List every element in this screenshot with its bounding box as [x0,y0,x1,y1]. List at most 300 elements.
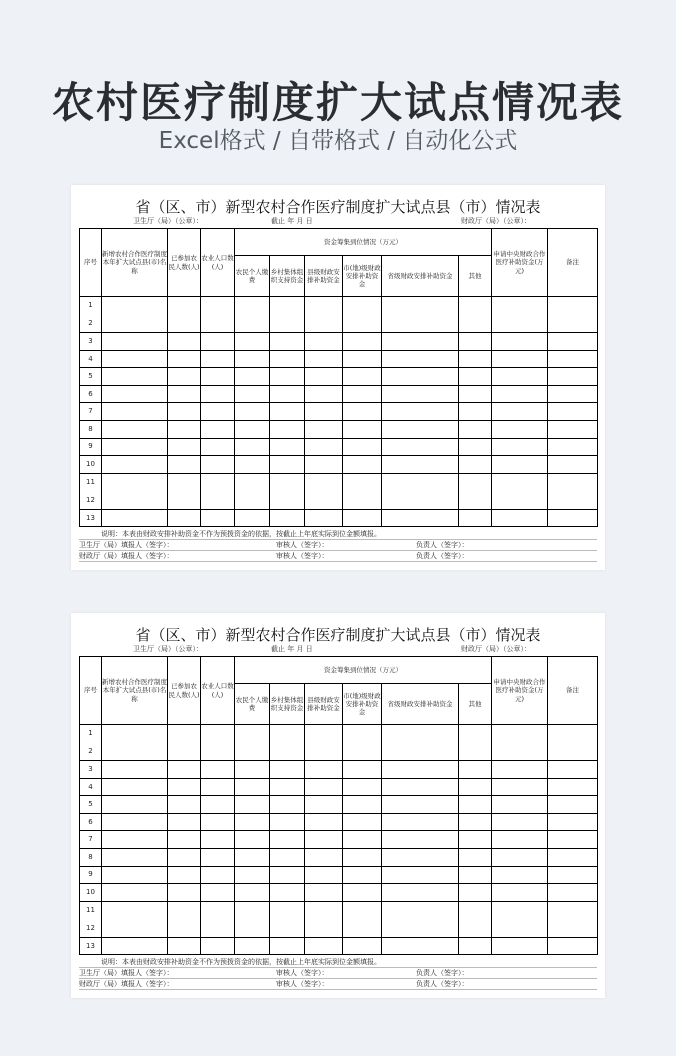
table-cell[interactable] [382,725,459,761]
table-cell[interactable] [305,778,343,796]
table-cell[interactable] [459,884,492,902]
table-row [80,937,598,955]
table-cell[interactable] [343,796,382,814]
table-cell[interactable] [270,848,305,866]
table-cell[interactable] [459,725,492,761]
table-cell[interactable] [168,778,201,796]
table-cell[interactable] [270,778,305,796]
table-cell[interactable] [305,866,343,884]
table-cell[interactable] [548,778,598,796]
table-cell[interactable] [201,725,235,761]
table-cell[interactable] [235,796,270,814]
table-cell[interactable] [102,884,168,902]
table-cell[interactable] [382,403,459,421]
col-seq: 序号 [80,229,102,297]
table-cell[interactable] [102,473,168,509]
table-cell[interactable] [548,403,598,421]
table-cell[interactable] [168,438,201,456]
table-cell[interactable] [343,350,382,368]
table-cell[interactable] [492,937,548,955]
table-cell[interactable] [548,831,598,849]
table-cell[interactable] [492,368,548,386]
table-cell[interactable] [235,725,270,761]
table-cell[interactable] [548,438,598,456]
table-cell[interactable] [548,473,598,509]
table-cell[interactable] [102,813,168,831]
table-cell[interactable] [235,297,270,333]
table-cell[interactable] [270,725,305,761]
table-cell[interactable] [235,901,270,937]
table-cell[interactable] [201,866,235,884]
table-cell[interactable] [201,813,235,831]
table-cell[interactable] [382,297,459,333]
col-city-subsidy: 市(地)级财政安排补助资金 [343,684,382,725]
table-cell[interactable] [343,725,382,761]
col-central-subsidy: 申请中央财政合作医疗补助资金(万元) [492,229,548,297]
table-cell[interactable] [168,297,201,333]
table-cell[interactable] [305,385,343,403]
table-cell[interactable] [382,473,459,509]
table-cell[interactable] [382,813,459,831]
table-cell[interactable] [492,813,548,831]
table-cell[interactable] [548,509,598,527]
table-cell[interactable] [492,831,548,849]
table-cell[interactable] [168,884,201,902]
table-row [80,350,598,368]
table-cell[interactable] [201,901,235,937]
row-number: 12 [86,923,95,932]
table-cell[interactable] [305,420,343,438]
table-cell[interactable] [270,884,305,902]
table-cell[interactable] [305,848,343,866]
table-cell[interactable] [270,831,305,849]
table-cell[interactable] [459,509,492,527]
table-cell[interactable] [548,456,598,474]
table-cell[interactable] [343,385,382,403]
table-cell[interactable] [305,473,343,509]
table-cell[interactable] [548,813,598,831]
row-number-pair [80,901,102,937]
table-cell[interactable] [343,473,382,509]
table-cell[interactable] [343,297,382,333]
row-number: 5 [80,796,102,814]
table-cell[interactable] [168,813,201,831]
table-cell[interactable] [168,403,201,421]
col-farmer-pay: 农民个人缴费 [235,684,270,725]
table-cell[interactable] [305,333,343,351]
health-head-signature: 负责人（签字）： [416,541,469,549]
table-row [80,368,598,386]
table-cell[interactable] [305,884,343,902]
table-cell[interactable] [343,937,382,955]
table-cell[interactable] [492,438,548,456]
table-cell[interactable] [459,761,492,779]
form-title: 省（区、市）新型农村合作医疗制度扩大试点县（市）情况表 [135,626,541,644]
table-cell[interactable] [102,333,168,351]
table-cell[interactable] [548,937,598,955]
table-cell[interactable] [235,937,270,955]
table-cell[interactable] [201,420,235,438]
table-cell[interactable] [270,796,305,814]
table-cell[interactable] [270,866,305,884]
table-cell[interactable] [102,725,168,761]
table-cell[interactable] [305,456,343,474]
table-cell[interactable] [343,901,382,937]
cutoff-date-label: 截止 年 月 日 [271,217,313,225]
table-cell[interactable] [492,901,548,937]
table-cell[interactable] [459,350,492,368]
table-cell[interactable] [459,473,492,509]
table-cell[interactable] [382,350,459,368]
table-cell[interactable] [459,456,492,474]
table-cell[interactable] [343,848,382,866]
table-cell[interactable] [492,473,548,509]
table-cell[interactable] [548,884,598,902]
table-row [80,761,598,779]
table-cell[interactable] [548,848,598,866]
row-number: 9 [80,866,102,884]
table-cell[interactable] [305,813,343,831]
table-row [80,778,598,796]
col-village-support: 乡村集体组织支持资金 [270,256,305,297]
col-funds-group: 资金筹集到位情况（万元） [235,229,492,256]
table-cell[interactable] [382,796,459,814]
table-cell[interactable] [270,761,305,779]
table-cell[interactable] [235,350,270,368]
table-cell[interactable] [548,385,598,403]
table-cell[interactable] [343,403,382,421]
table-cell[interactable] [548,866,598,884]
table-cell[interactable] [235,884,270,902]
table-cell[interactable] [235,761,270,779]
table-cell[interactable] [382,884,459,902]
table-cell[interactable] [382,901,459,937]
table-cell[interactable] [270,456,305,474]
table-cell[interactable] [305,725,343,761]
table-cell[interactable] [382,509,459,527]
table-cell[interactable] [201,796,235,814]
table-cell[interactable] [492,297,548,333]
table-cell[interactable] [201,368,235,386]
table-cell[interactable] [459,420,492,438]
table-cell[interactable] [168,901,201,937]
table-cell[interactable] [305,297,343,333]
table-cell[interactable] [382,438,459,456]
table-cell[interactable] [102,297,168,333]
table-cell[interactable] [459,368,492,386]
health-dept-label: 卫生厅（局）（公章）： [133,645,203,653]
table-cell[interactable] [382,456,459,474]
table-cell[interactable] [382,385,459,403]
table-row [80,848,598,866]
table-cell[interactable] [201,831,235,849]
table-cell[interactable] [235,778,270,796]
table-cell[interactable] [459,796,492,814]
table-cell[interactable] [492,333,548,351]
row-number: 11 [86,478,95,487]
table-cell[interactable] [492,848,548,866]
table-cell[interactable] [102,796,168,814]
row-number: 3 [80,333,102,351]
table-cell[interactable] [343,438,382,456]
table-cell[interactable] [102,901,168,937]
table-cell[interactable] [343,368,382,386]
table-cell[interactable] [201,473,235,509]
table-cell[interactable] [270,420,305,438]
table-cell[interactable] [235,368,270,386]
table-cell[interactable] [343,831,382,849]
col-village-support: 乡村集体组织支持资金 [270,684,305,725]
table-cell[interactable] [459,778,492,796]
table-cell[interactable] [168,866,201,884]
table-cell[interactable] [492,350,548,368]
table-cell[interactable] [201,333,235,351]
table-cell[interactable] [382,420,459,438]
table-cell[interactable] [459,385,492,403]
table-cell[interactable] [305,509,343,527]
table-cell[interactable] [459,297,492,333]
table-cell[interactable] [492,420,548,438]
table-cell[interactable] [201,778,235,796]
row-number-pair [80,473,102,509]
row-number-pair [80,725,102,761]
table-cell[interactable] [168,368,201,386]
table-cell[interactable] [492,509,548,527]
table-cell[interactable] [343,456,382,474]
table-cell[interactable] [168,420,201,438]
col-seq: 序号 [80,657,102,725]
table-row [80,420,598,438]
table-cell[interactable] [492,761,548,779]
table-cell[interactable] [201,403,235,421]
col-county-subsidy: 县级财政安排补助资金 [305,684,343,725]
table-cell[interactable] [235,403,270,421]
table-cell[interactable] [492,403,548,421]
table-cell[interactable] [270,901,305,937]
table-cell[interactable] [382,848,459,866]
table-row [80,884,598,902]
col-province-subsidy: 省级财政安排补助资金 [382,684,459,725]
table-cell[interactable] [235,473,270,509]
table-cell[interactable] [492,725,548,761]
table-cell[interactable] [492,456,548,474]
form-title: 省（区、市）新型农村合作医疗制度扩大试点县（市）情况表 [135,198,541,216]
table-cell[interactable] [382,866,459,884]
table-cell[interactable] [305,831,343,849]
row-number: 13 [80,937,102,955]
finance-reviewer-signature: 审核人（签字）： [276,980,329,988]
table-row [80,796,598,814]
table-cell[interactable] [270,350,305,368]
health-filler-signature: 卫生厅（局）填报人（签字）： [79,969,174,977]
table-cell[interactable] [102,509,168,527]
row-number: 10 [80,884,102,902]
table-cell[interactable] [459,403,492,421]
table-cell[interactable] [168,725,201,761]
row-number: 8 [80,420,102,438]
col-central-subsidy: 申请中央财政合作医疗补助资金(万元) [492,657,548,725]
table-cell[interactable] [343,884,382,902]
table-cell[interactable] [343,333,382,351]
table-cell[interactable] [201,937,235,955]
table-cell[interactable] [459,831,492,849]
table-cell[interactable] [270,368,305,386]
table-cell[interactable] [305,403,343,421]
table-cell[interactable] [235,333,270,351]
table-cell[interactable] [492,866,548,884]
col-other: 其他 [459,684,492,725]
table-cell[interactable] [168,848,201,866]
table-cell[interactable] [382,761,459,779]
table-cell[interactable] [270,509,305,527]
table-cell[interactable] [168,831,201,849]
table-cell[interactable] [492,884,548,902]
table-cell[interactable] [459,866,492,884]
table-cell[interactable] [235,509,270,527]
table-cell[interactable] [343,420,382,438]
table-cell[interactable] [459,901,492,937]
table-cell[interactable] [235,456,270,474]
table-row [80,866,598,884]
table-cell[interactable] [548,761,598,779]
table-cell[interactable] [343,778,382,796]
form-note: 说明：本表由财政安排补助资金不作为预拨资金的依据，按截止上年底实际到位金额填报。 [101,530,381,538]
table-cell[interactable] [382,937,459,955]
table-cell[interactable] [235,831,270,849]
table-cell[interactable] [343,813,382,831]
table-cell[interactable] [168,509,201,527]
table-row [80,385,598,403]
cutoff-date-label: 截止 年 月 日 [271,645,313,653]
table-row [80,403,598,421]
hero-title: 农村医疗制度扩大试点情况表 [51,78,624,127]
table-cell[interactable] [548,350,598,368]
table-row [80,333,598,351]
table-cell[interactable] [168,350,201,368]
col-remarks: 备注 [548,657,598,725]
table-cell[interactable] [382,831,459,849]
table-cell[interactable] [548,725,598,761]
table-cell[interactable] [270,385,305,403]
table-cell[interactable] [102,420,168,438]
finance-head-signature: 负责人（签字）： [416,552,469,560]
table-cell[interactable] [201,297,235,333]
table-cell[interactable] [270,297,305,333]
col-agri-pop: 农业人口数(人) [201,657,235,725]
table-cell[interactable] [201,884,235,902]
table-cell[interactable] [459,333,492,351]
table-cell[interactable] [548,420,598,438]
table-cell[interactable] [270,403,305,421]
table-cell[interactable] [201,385,235,403]
table-cell[interactable] [102,456,168,474]
row-number: 11 [86,906,95,915]
table-cell[interactable] [382,333,459,351]
form-note: 说明：本表由财政安排补助资金不作为预拨资金的依据，按截止上年底实际到位金额填报。 [101,958,381,966]
table-cell[interactable] [102,403,168,421]
table-cell[interactable] [382,778,459,796]
table-cell[interactable] [305,901,343,937]
table-cell[interactable] [270,333,305,351]
table-cell[interactable] [305,368,343,386]
table-cell[interactable] [168,796,201,814]
table-cell[interactable] [270,438,305,456]
table-cell[interactable] [235,866,270,884]
table-cell[interactable] [548,368,598,386]
col-agri-pop: 农业人口数(人) [201,229,235,297]
table-cell[interactable] [235,438,270,456]
table-cell[interactable] [168,456,201,474]
table-cell[interactable] [343,866,382,884]
table-cell[interactable] [168,473,201,509]
table-cell[interactable] [548,333,598,351]
table-cell[interactable] [102,848,168,866]
table-cell[interactable] [102,866,168,884]
table-cell[interactable] [201,761,235,779]
table-cell[interactable] [492,385,548,403]
table-cell[interactable] [201,509,235,527]
table-cell[interactable] [201,848,235,866]
table-cell[interactable] [270,937,305,955]
table-cell[interactable] [343,509,382,527]
table-cell[interactable] [459,813,492,831]
table-cell[interactable] [305,937,343,955]
health-dept-label: 卫生厅（局）（公章）： [133,217,203,225]
finance-dept-label: 财政厅（局）（公章）： [461,217,531,225]
col-population: 已参加农民人数(人) [168,657,201,725]
table-cell[interactable] [168,761,201,779]
health-reviewer-signature: 审核人（签字）： [276,969,329,977]
table-cell[interactable] [305,350,343,368]
table-cell[interactable] [102,761,168,779]
table-cell[interactable] [305,438,343,456]
table-cell[interactable] [235,420,270,438]
table-cell[interactable] [201,456,235,474]
table-cell[interactable] [305,796,343,814]
row-number: 4 [80,350,102,368]
table-cell[interactable] [459,438,492,456]
table-cell[interactable] [343,761,382,779]
table-cell[interactable] [459,937,492,955]
table-cell[interactable] [102,438,168,456]
table-cell[interactable] [201,350,235,368]
table-cell[interactable] [168,385,201,403]
table-cell[interactable] [102,937,168,955]
table-cell[interactable] [270,473,305,509]
table-cell[interactable] [102,778,168,796]
table-cell[interactable] [548,297,598,333]
table-cell[interactable] [459,848,492,866]
table-cell[interactable] [201,438,235,456]
table-cell[interactable] [168,937,201,955]
table-cell[interactable] [102,350,168,368]
table-cell[interactable] [102,368,168,386]
table-cell[interactable] [382,368,459,386]
table-cell[interactable] [548,901,598,937]
table-cell[interactable] [492,778,548,796]
table-cell[interactable] [168,333,201,351]
table-cell[interactable] [235,813,270,831]
table-cell[interactable] [235,385,270,403]
table-cell[interactable] [102,831,168,849]
table-cell[interactable] [102,385,168,403]
table-cell[interactable] [492,796,548,814]
table-cell[interactable] [235,848,270,866]
table-cell[interactable] [548,796,598,814]
table-cell[interactable] [270,813,305,831]
row-number: 10 [80,456,102,474]
table-cell[interactable] [305,761,343,779]
